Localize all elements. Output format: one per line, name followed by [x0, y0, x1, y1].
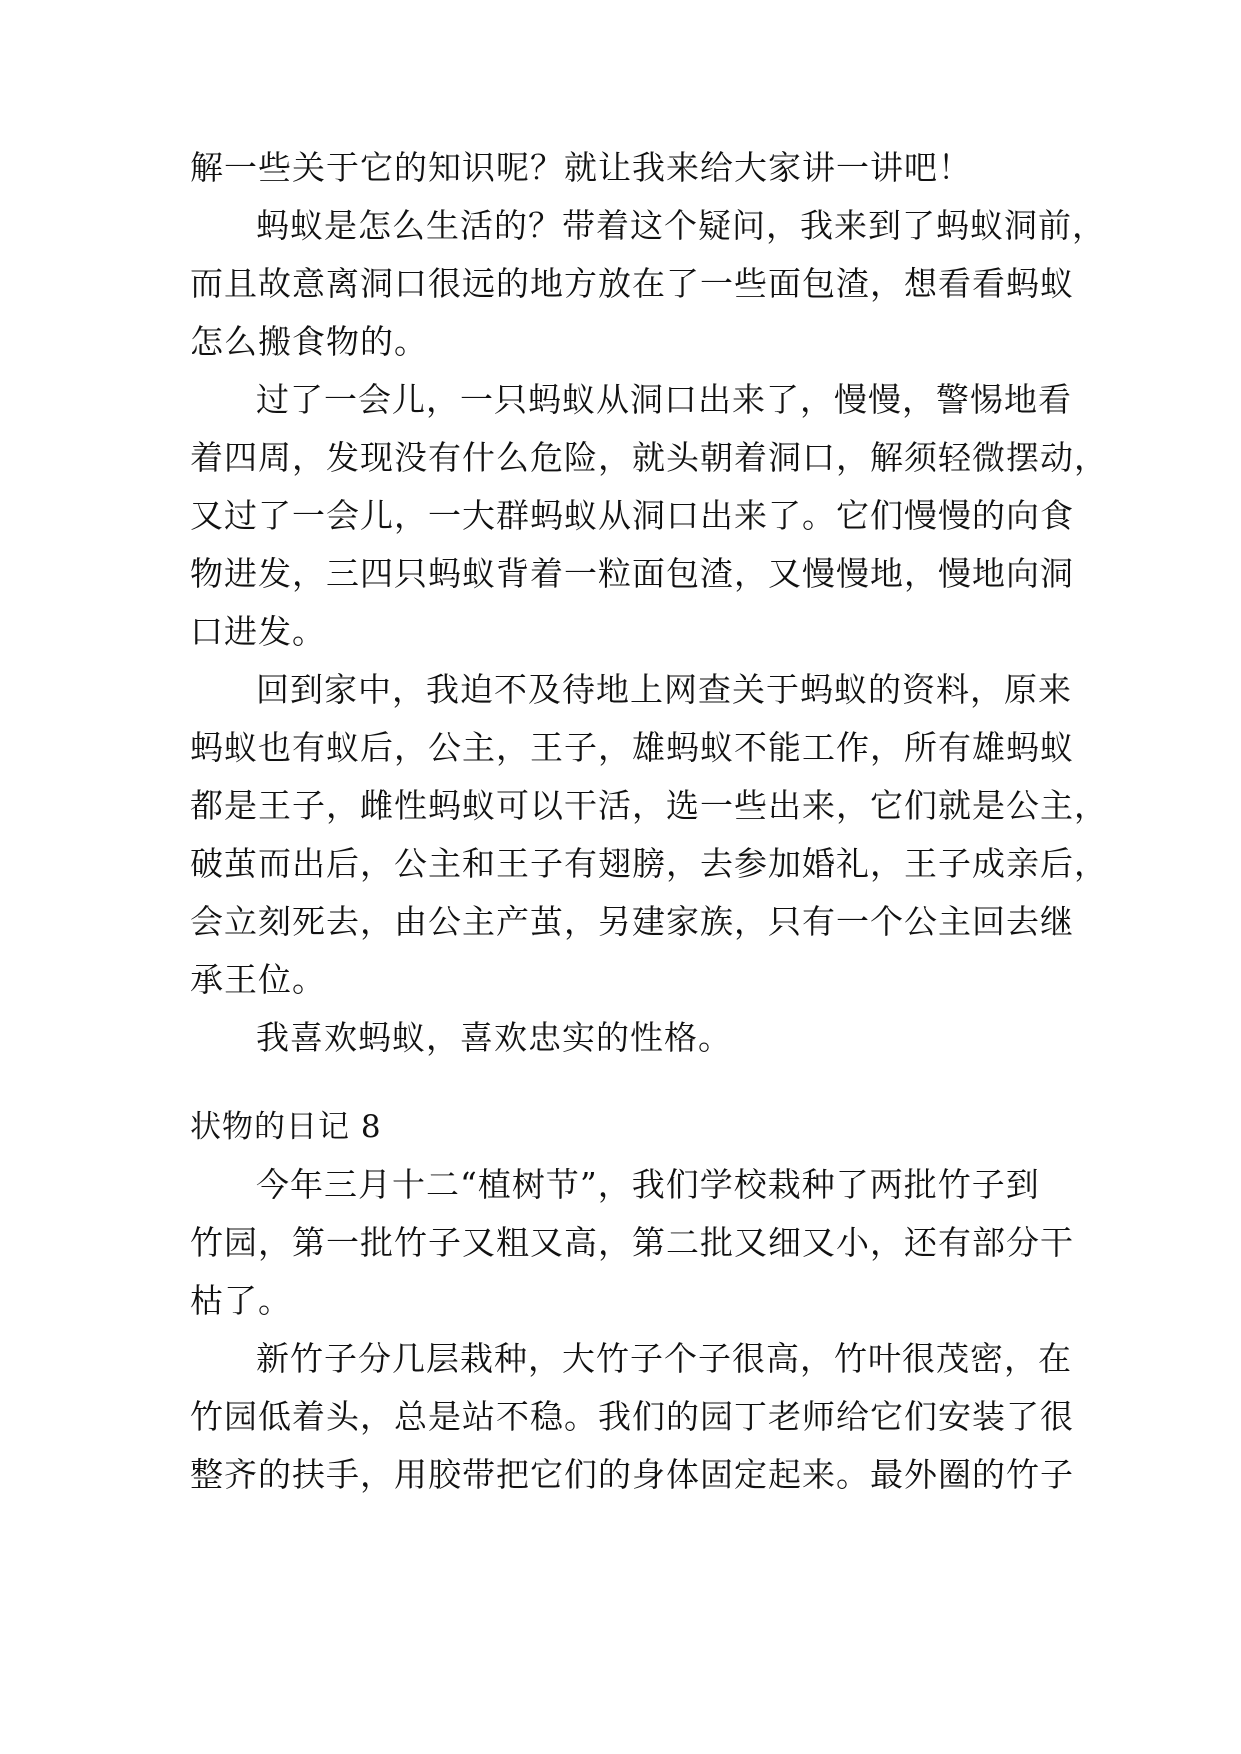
text-line-10: 回到家中，我迫不及待地上网查关于蚂蚁的资料，原来 — [256, 670, 1072, 709]
text-line-14: 会立刻死去，由公主产茧，另建家族，只有一个公主回去继 — [190, 902, 1074, 941]
section-title: 状物的日记 8 — [190, 1109, 382, 1145]
text-line-16: 我喜欢蚂蚁，喜欢忠实的性格。 — [256, 1018, 732, 1057]
text-line-3: 而且故意离洞口很远的地方放在了一些面包渣，想看看蚂蚁 — [190, 264, 1074, 303]
text-line-5: 过了一会儿，一只蚂蚁从洞口出来了，慢慢，警惕地看 — [256, 380, 1072, 419]
text-line-12: 都是王子，雌性蚂蚁可以干活，选一些出来，它们就是公主， — [190, 786, 1108, 825]
text-line-22: 竹园低着头，总是站不稳。我们的园丁老师给它们安装了很 — [190, 1397, 1074, 1436]
text-line-23: 整齐的扶手，用胶带把它们的身体固定起来。最外圈的竹子 — [190, 1455, 1074, 1494]
text-line-2: 蚂蚁是怎么生活的？带着这个疑问，我来到了蚂蚁洞前， — [256, 206, 1106, 245]
text-line-1: 解一些关于它的知识呢？就让我来给大家讲一讲吧！ — [190, 148, 972, 187]
text-line-9: 口进发。 — [190, 612, 326, 651]
text-line-15: 承王位。 — [190, 960, 326, 999]
text-line-6: 着四周，发现没有什么危险，就头朝着洞口，解须轻微摆动， — [190, 438, 1108, 477]
text-line-19: 竹园，第一批竹子又粗又高，第二批又细又小，还有部分干 — [190, 1223, 1074, 1262]
text-line-20: 枯了。 — [190, 1281, 292, 1320]
text-line-13: 破茧而出后，公主和王子有翅膀，去参加婚礼，王子成亲后， — [190, 844, 1108, 883]
text-line-18: 今年三月十二“植树节”，我们学校栽种了两批竹子到 — [256, 1165, 1040, 1204]
text-line-4: 怎么搬食物的。 — [190, 322, 428, 361]
text-line-21: 新竹子分几层栽种，大竹子个子很高，竹叶很茂密，在 — [256, 1339, 1072, 1378]
text-line-8: 物进发，三四只蚂蚁背着一粒面包渣，又慢慢地，慢地向洞 — [190, 554, 1074, 593]
text-line-11: 蚂蚁也有蚁后，公主，王子，雄蚂蚁不能工作，所有雄蚂蚁 — [190, 728, 1074, 767]
text-line-7: 又过了一会儿，一大群蚂蚁从洞口出来了。它们慢慢的向食 — [190, 496, 1074, 535]
